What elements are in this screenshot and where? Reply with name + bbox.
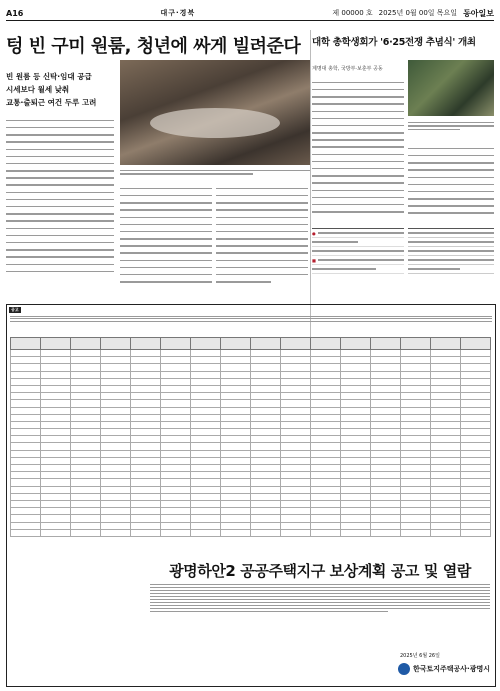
table-header-cell	[101, 338, 131, 350]
table-header-cell	[461, 338, 491, 350]
table-row	[11, 385, 491, 392]
main-subheads	[6, 70, 118, 109]
table-header-cell	[221, 338, 251, 350]
main-headline: 텅 빈 구미 원룸, 청년에 싸게 빌려준다	[6, 36, 301, 57]
table-row	[11, 486, 491, 493]
table-header-cell	[71, 338, 101, 350]
subhead-line: 빈 원룸 등 신탁·임대 공급	[6, 72, 92, 81]
table-row	[11, 457, 491, 464]
header-right	[332, 8, 494, 19]
table-row	[11, 407, 491, 414]
table-header-cell	[131, 338, 161, 350]
notice-title: 광명하안2 공공주택지구 보상계획 공고 및 열람	[169, 562, 471, 580]
table-row	[11, 378, 491, 385]
table-row	[11, 421, 491, 428]
notice-issuer	[300, 663, 490, 675]
text-column	[216, 182, 308, 292]
meeting-photo	[120, 60, 310, 165]
table-row	[11, 450, 491, 457]
paper-logo: 동아일보	[463, 7, 494, 18]
table-row	[11, 515, 491, 522]
page-header	[6, 6, 494, 21]
table-row	[11, 350, 491, 357]
event-photo	[408, 60, 494, 116]
notice-label: 공고	[11, 307, 19, 312]
table-row	[11, 393, 491, 400]
issue-date: 2025년 0월 00일 목요일	[378, 9, 458, 17]
table-row	[11, 493, 491, 500]
table-header-cell	[311, 338, 341, 350]
compensation-table	[10, 337, 491, 537]
notice-date: 2025년 6월 26일	[400, 653, 440, 659]
photo-caption	[120, 168, 310, 177]
photo-caption	[408, 120, 494, 132]
lh-logo-icon	[398, 663, 410, 675]
table-row	[11, 357, 491, 364]
table-header-cell	[191, 338, 221, 350]
text-column	[120, 182, 212, 292]
info-badge: ●	[312, 230, 316, 236]
table-header-cell	[251, 338, 281, 350]
table-row	[11, 465, 491, 472]
side-headline: 대학 총학생회가 '6·25전쟁 추념식' 개최	[312, 37, 476, 48]
table-header-cell	[41, 338, 71, 350]
table-row	[11, 414, 491, 421]
table-header-cell	[341, 338, 371, 350]
page-number: A16	[6, 8, 24, 18]
table-row	[11, 436, 491, 443]
table-header-cell	[11, 338, 41, 350]
table-header-cell	[371, 338, 401, 350]
table-row	[11, 400, 491, 407]
table-row	[11, 472, 491, 479]
table-row	[11, 529, 491, 536]
info-badge: ■	[312, 257, 316, 263]
table-row	[11, 371, 491, 378]
info-box	[312, 228, 404, 274]
side-subhead: 계명대 총학, 국방부·보훈부 공동	[312, 66, 383, 72]
text-column	[6, 114, 114, 294]
table-row	[11, 522, 491, 529]
table-row	[11, 429, 491, 436]
text-column	[312, 76, 404, 226]
table-row	[11, 479, 491, 486]
table-header-cell	[401, 338, 431, 350]
subhead-line: 교통·출퇴근 여건 두루 고려	[6, 98, 97, 107]
table-row	[11, 508, 491, 515]
section-name: 대구·경북	[160, 9, 196, 17]
schedule-box	[408, 228, 494, 274]
issuer-name: 한국토지주택공사·광명시	[412, 665, 490, 673]
table-row	[11, 364, 491, 371]
notice-body	[150, 582, 490, 647]
subhead-line: 시세보다 월세 낮춰	[6, 85, 70, 94]
table-row	[11, 500, 491, 507]
issue-number: 제 00000 호	[332, 9, 373, 17]
table-header-cell	[281, 338, 311, 350]
text-column	[408, 142, 494, 226]
table-row	[11, 443, 491, 450]
table-header-cell	[431, 338, 461, 350]
table-header-cell	[161, 338, 191, 350]
